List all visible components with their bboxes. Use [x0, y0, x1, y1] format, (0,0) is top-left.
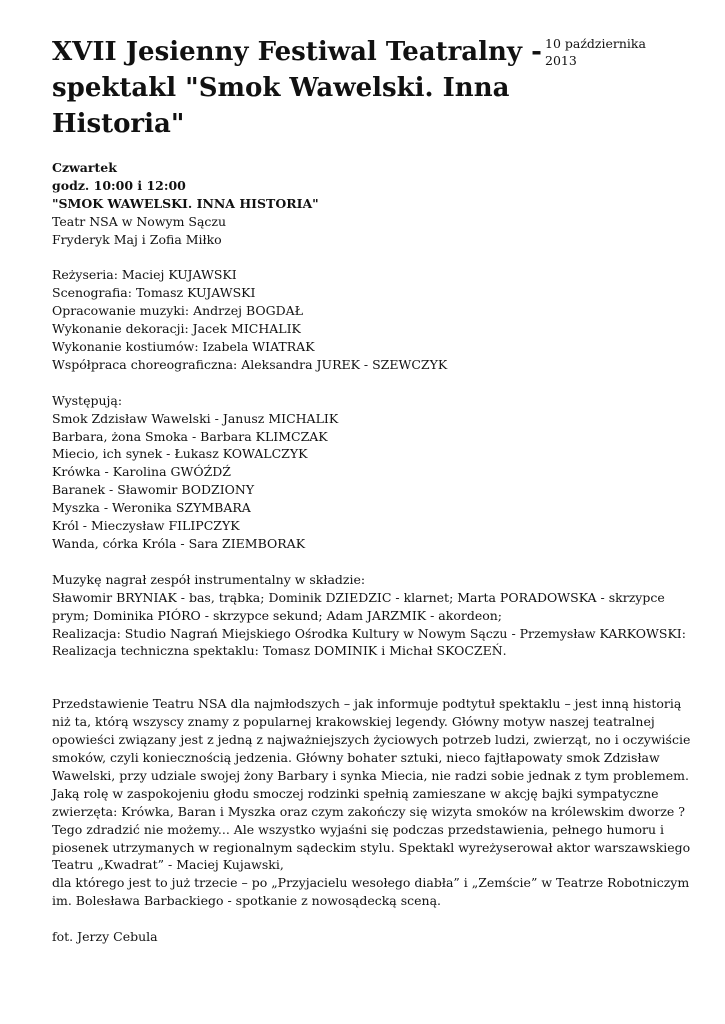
date-line: 2013 [545, 53, 577, 68]
title-line: XVII Jesienny Festiwal Teatralny - [52, 37, 542, 67]
title-line: Historia" [52, 109, 185, 139]
cast-member: Smok Zdzisław Wawelski - Janusz MICHALIK [52, 410, 339, 426]
event-info [52, 159, 692, 249]
event-time: godz. 10:00 i 12:00 [52, 177, 186, 193]
description-line: Jaką rolę w zaspokojeniu głodu smoczej rodzinki spełnią zamieszane w akcję bajki sympatyczne [52, 785, 659, 801]
credit-line: Opracowanie muzyki: Andrzej BOGDAŁ [52, 303, 304, 319]
description-line: zwierzęta: Krówka, Baran i Myszka oraz czym zakończy się wizyta smoków na królewskim dworze ? [52, 803, 685, 819]
description-paragraph [52, 695, 692, 910]
cast-list [52, 392, 692, 553]
description-line: opowieści związany jest z jedną z najważniejszych życiowych potrzeb ludzi, zwierząt, no i oczywiście [52, 732, 691, 748]
page-title [52, 34, 542, 142]
credit-line: Scenografia: Tomasz KUJAWSKI [52, 285, 256, 301]
description-line: niż ta, którą wszyscy znamy z popularnej krakowskiej legendy. Główny motyw naszej teatralnej [52, 714, 655, 730]
cast-heading: Występują: [52, 392, 123, 408]
description-line: Tego zdradzić nie możemy... Ale wszystko wyjaśni się podczas przedstawienia, pełnego humoru i [52, 821, 664, 837]
cast-member: Baranek - Sławomir BODZIONY [52, 482, 255, 498]
description-line: smoków, czyli koniecznością jedzenia. Główny bohater sztuki, nieco fajtłapowaty smok Zdzisław [52, 750, 660, 766]
cast-member: Barbara, żona Smoka - Barbara KLIMCZAK [52, 428, 328, 444]
credits-list [52, 266, 692, 373]
cast-member: Myszka - Weronika SZYMBARA [52, 500, 251, 516]
photo-credit-text: fot. Jerzy Cebula [52, 929, 158, 945]
cast-member: Miecio, ich synek - Łukasz KOWALCZYK [52, 446, 308, 462]
title-line: spektakl "Smok Wawelski. Inna [52, 73, 510, 103]
description-line: Teatru „Kwadrat” - Maciej Kujawski, [52, 857, 284, 873]
credit-line: Reżyseria: Maciej KUJAWSKI [52, 267, 237, 283]
description-line: piosenek utrzymanych w regionalnym sądeckim stylu. Spektakl wyreżyserował aktor warszawskiego [52, 839, 691, 855]
music-line: Realizacja: Studio Nagrań Miejskiego Ośrodka Kultury w Nowym Sączu - Przemysław KARKOWSKI: [52, 625, 686, 641]
credit-line: Współpraca choreograficzna: Aleksandra JUREK - SZEWCZYK [52, 356, 448, 372]
event-authors: Fryderyk Maj i Zofia Miłko [52, 231, 222, 247]
credit-line: Wykonanie kostiumów: Izabela WIATRAK [52, 339, 315, 355]
photo-credit [52, 928, 692, 946]
date-line: 10 października [545, 36, 646, 51]
music-line: Sławomir BRYNIAK - bas, trąbka; Dominik DZIEDZIC - klarnet; Marta PORADOWSKA - skrzypce [52, 589, 665, 605]
event-show-title: "SMOK WAWELSKI. INNA HISTORIA" [52, 195, 319, 211]
music-line: Muzykę nagrał zespół instrumentalny w składzie: [52, 571, 366, 587]
event-day: Czwartek [52, 160, 117, 175]
cast-member: Krówka - Karolina GWÓŹDŹ [52, 464, 231, 480]
description-line: im. Bolesława Barbackiego - spotkanie z nowosądecką sceną. [52, 893, 442, 909]
music-line: prym; Dominika PIÓRO - skrzypce sekund; Adam JARZMIK - akordeon; [52, 607, 503, 623]
music-credits [52, 571, 692, 661]
description-line: dla którego jest to już trzecie – po „Przyjacielu wesołego diabła” i „Zemście” w Teatrze Robotniczym [52, 875, 690, 891]
music-line: Realizacja techniczna spektaklu: Tomasz DOMINIK i Michał SKOCZEŃ. [52, 643, 507, 659]
cast-member: Wanda, córka Króla - Sara ZIEMBORAK [52, 536, 306, 551]
cast-member: Król - Mieczysław FILIPCZYK [52, 518, 240, 534]
event-theatre: Teatr NSA w Nowym Sączu [52, 213, 227, 229]
article-body [52, 159, 692, 946]
credit-line: Wykonanie dekoracji: Jacek MICHALIK [52, 321, 301, 337]
description-line: Przedstawienie Teatru NSA dla najmłodszych – jak informuje podtytuł spektaklu – jest inną historią [52, 696, 682, 712]
description-line: Wawelski, przy udziale swojej żony Barbary i synka Miecia, nie radzi sobie jednak z tym problemem. [52, 767, 689, 783]
publication-date [545, 35, 695, 69]
